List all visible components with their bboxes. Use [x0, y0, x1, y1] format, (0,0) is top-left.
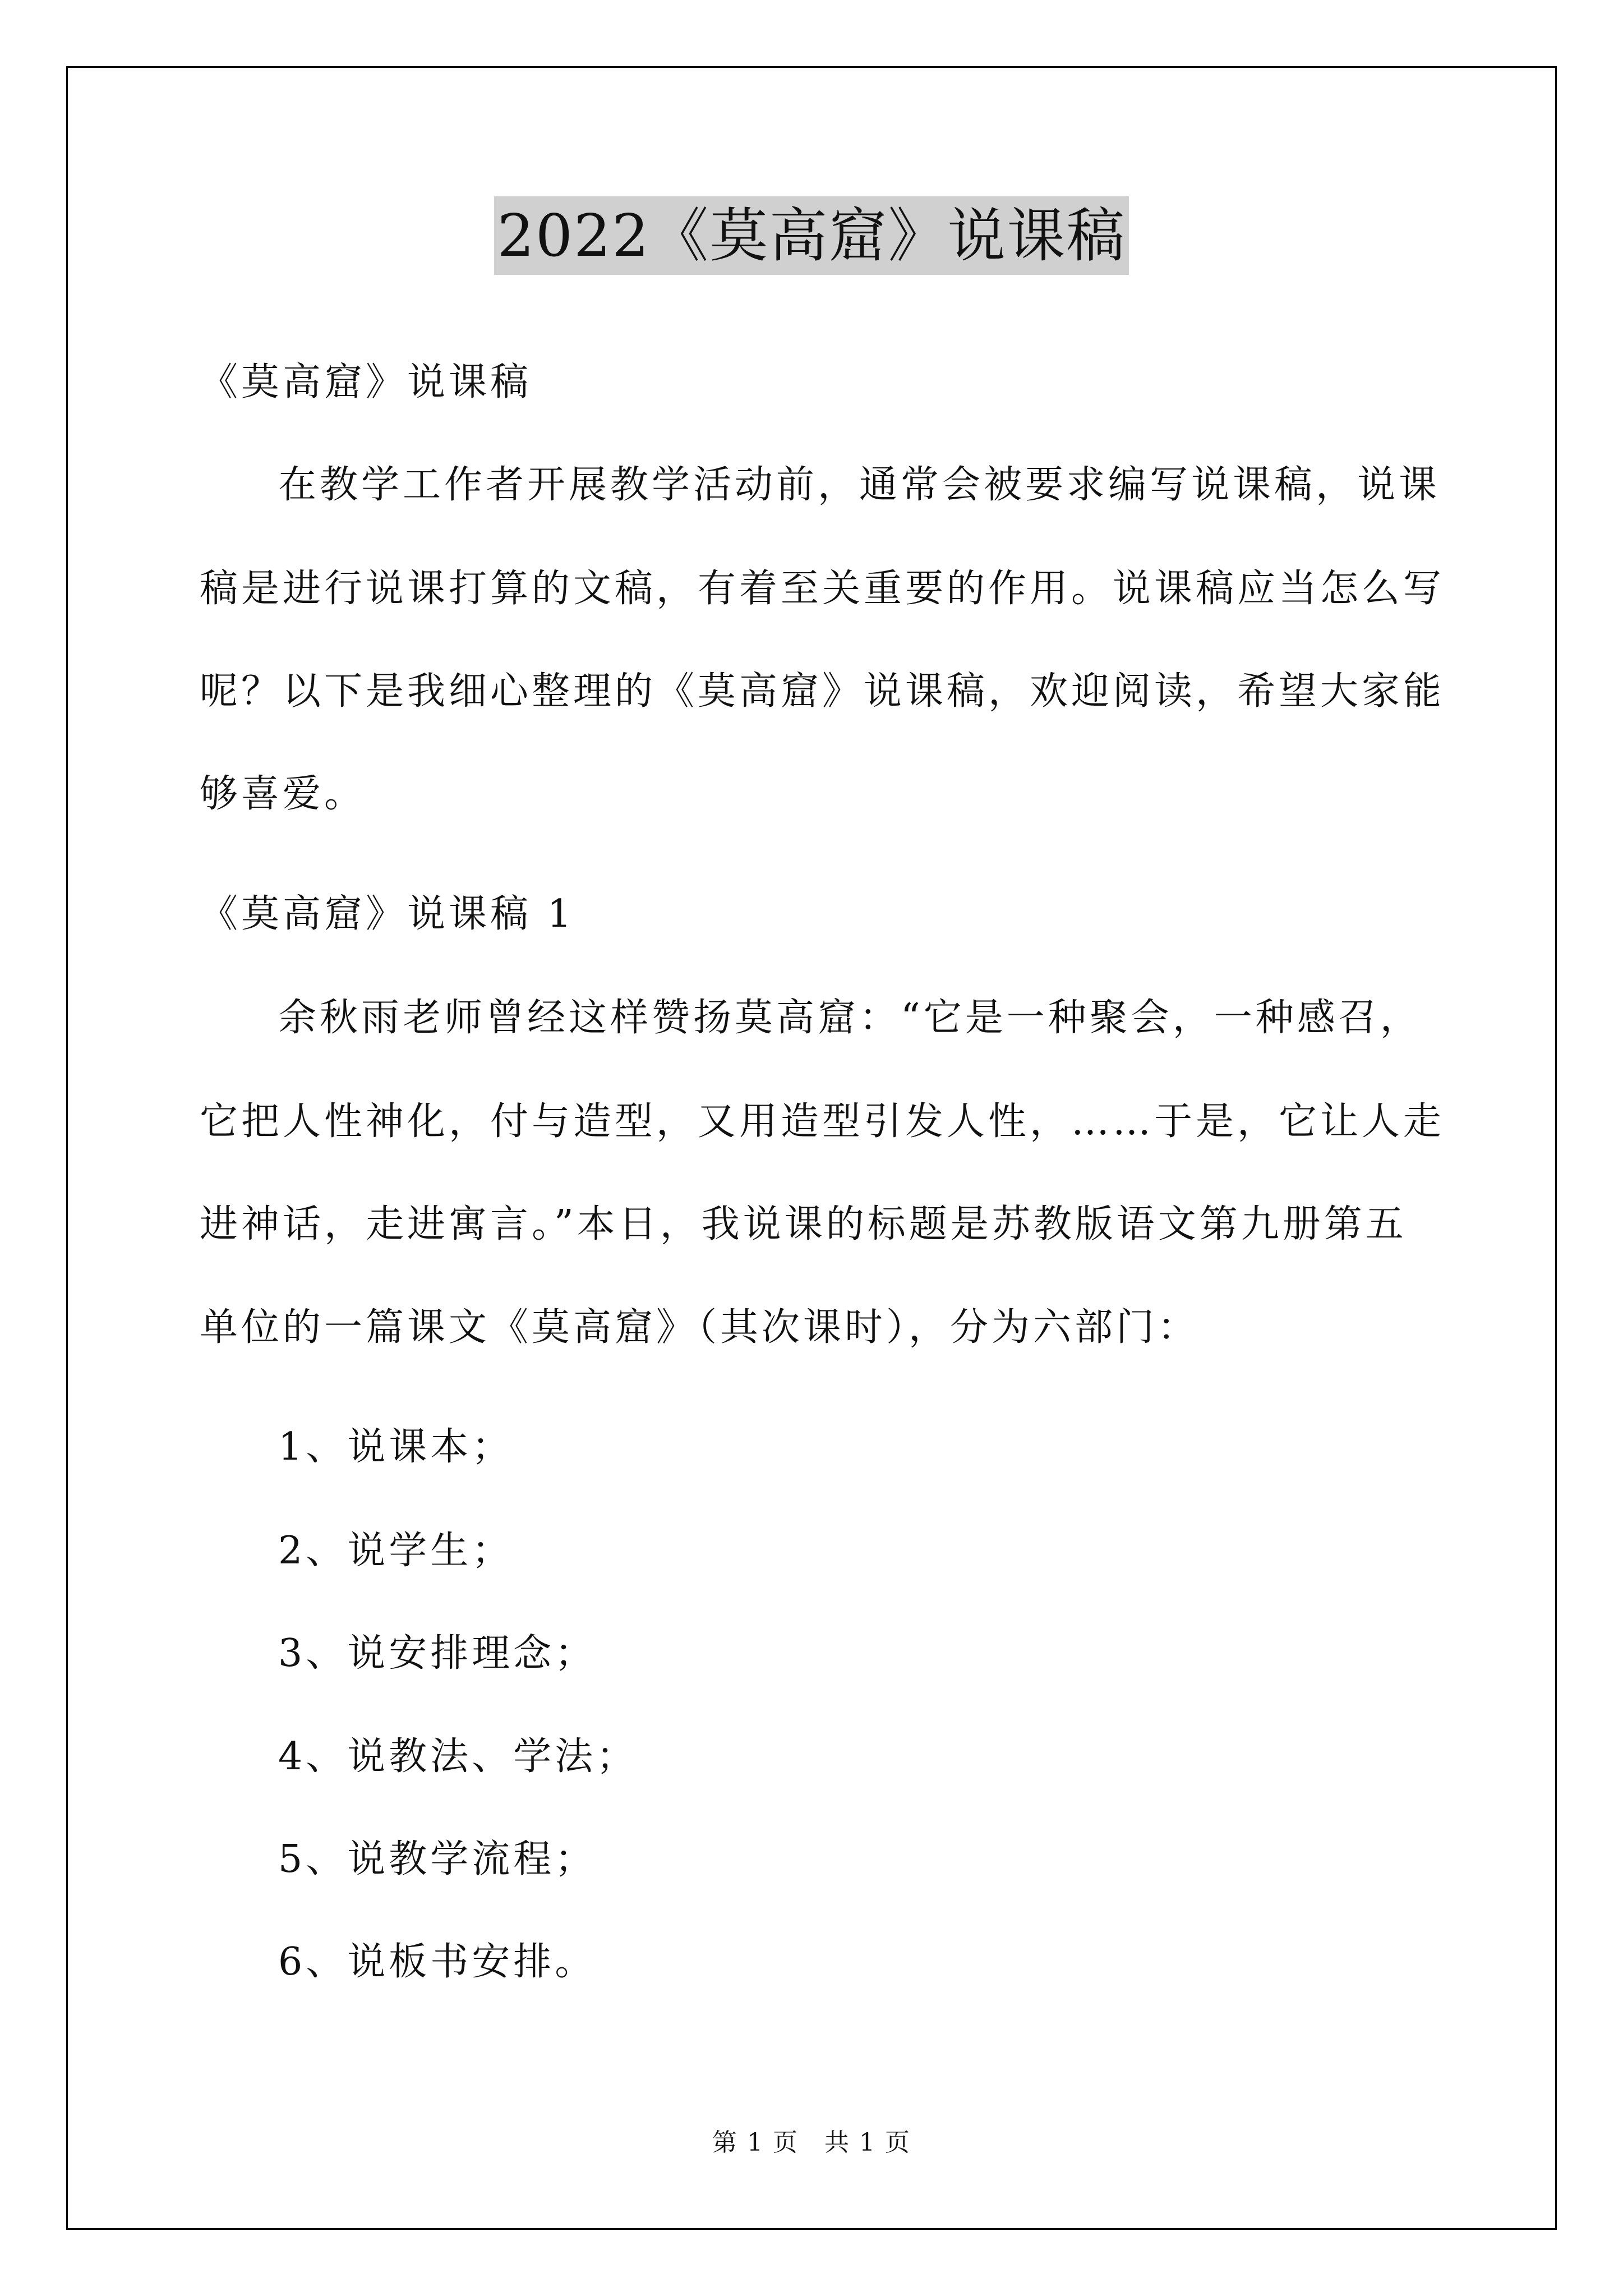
section-heading: 《莫高窟》说课稿 1 [200, 892, 575, 936]
body-line: 余秋雨老师曾经这样赞扬莫高窟：“它是一种聚会，一种感召， [278, 996, 1422, 1040]
list-item: 3、说安排理念； [278, 1631, 597, 1676]
body-line: 进神话，走进寓言。”本日，我说课的标题是苏教版语文第九册第五 [200, 1202, 1407, 1246]
intro-line: 稿是进行说课打算的文稿，有着至关重要的作用。说课稿应当怎么写 [200, 567, 1445, 611]
list-item: 4、说教法、学法； [278, 1734, 638, 1779]
title-container [0, 196, 1623, 275]
list-item: 6、说板书安排。 [278, 1940, 597, 1984]
body-line: 它把人性神化，付与造型，又用造型引发人性，……于是，它让人走 [200, 1099, 1445, 1144]
document-title: 2022《莫高窟》说课稿 [494, 196, 1129, 275]
list-item: 5、说教学流程； [278, 1837, 597, 1881]
intro-line: 呢？以下是我细心整理的《莫高窟》说课稿，欢迎阅读，希望大家能 [200, 669, 1445, 714]
document-subtitle: 《莫高窟》说课稿 [200, 360, 532, 404]
page-footer: 第 1 页 共 1 页 [712, 2128, 911, 2157]
intro-line: 够喜爱。 [200, 772, 366, 816]
body-line: 单位的一篇课文《莫高窟》（其次课时），分为六部门： [200, 1305, 1200, 1350]
intro-line: 在教学工作者开展教学活动前，通常会被要求编写说课稿，说课 [278, 463, 1441, 507]
list-item: 1、说课本； [278, 1425, 514, 1469]
list-item: 2、说学生； [278, 1529, 514, 1573]
